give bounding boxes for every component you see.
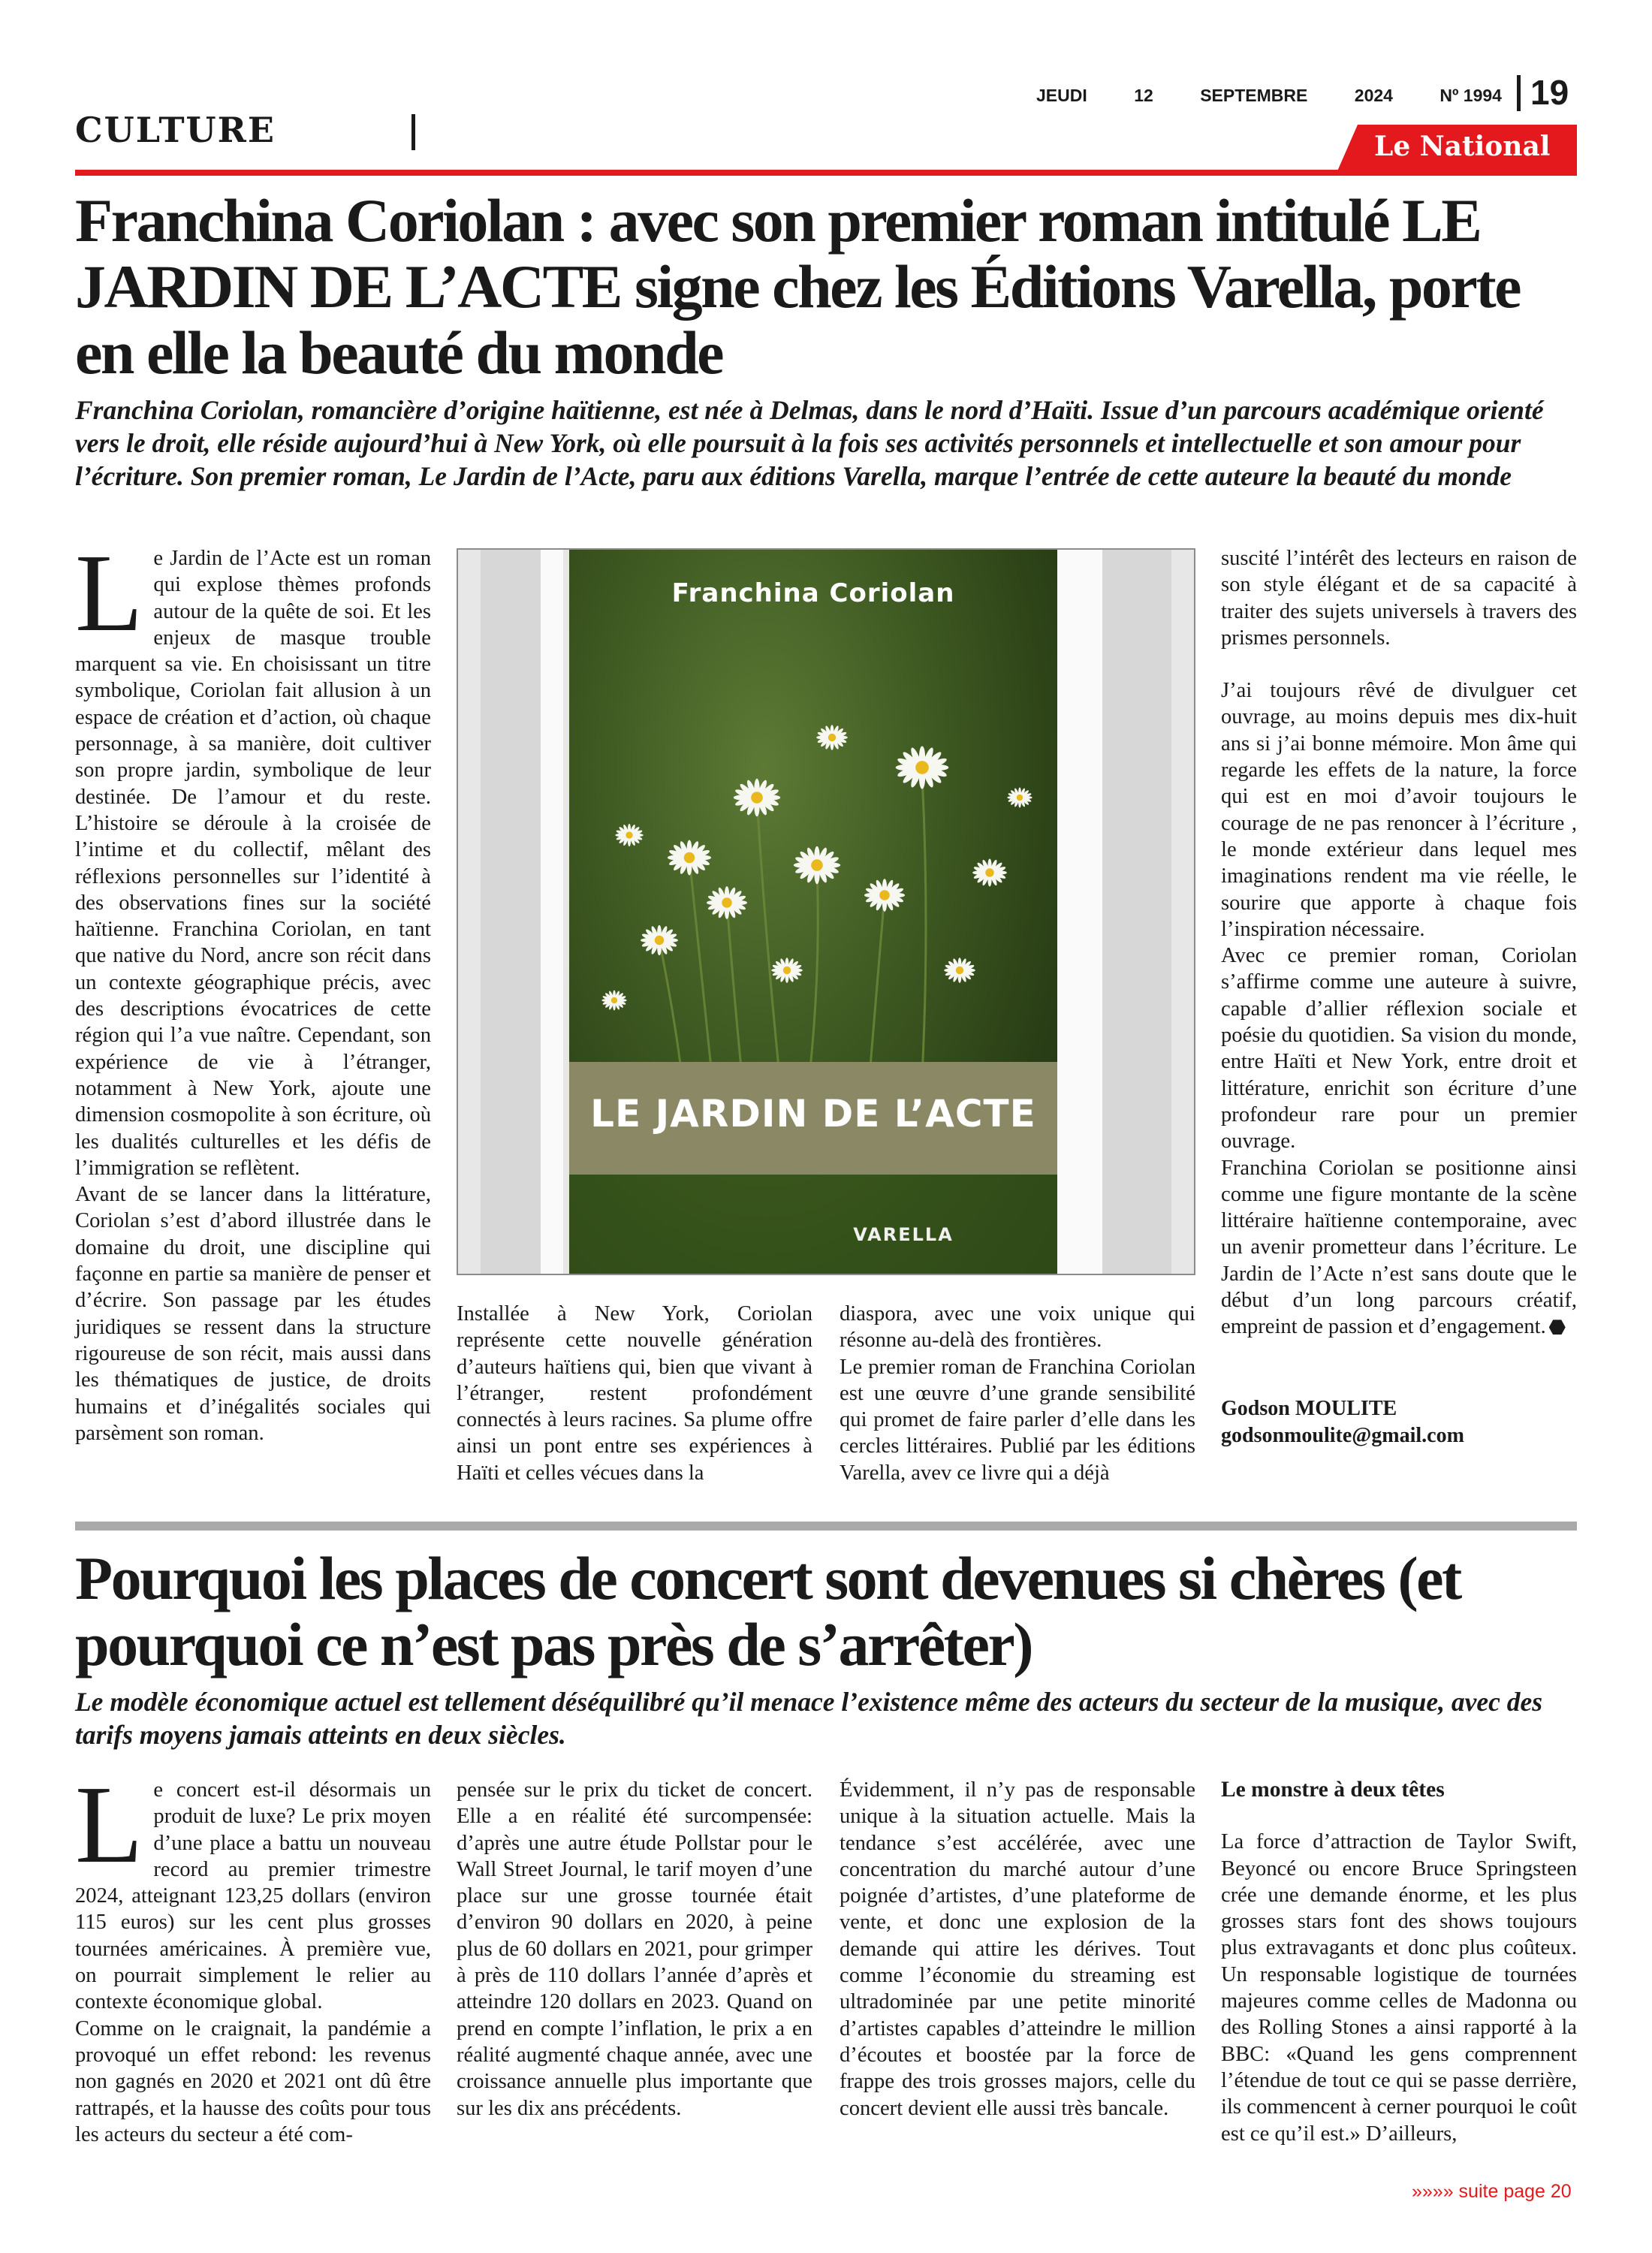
issue-number: Nº 1994	[1439, 86, 1502, 105]
daisy-flower	[864, 879, 905, 912]
daisy-flower	[944, 958, 975, 983]
cover-publisher: VARELLA	[853, 1224, 954, 1245]
daisy-flower	[896, 746, 949, 789]
daisy-flower	[972, 859, 1007, 887]
article-2-column-3	[840, 1777, 1195, 2122]
article-2-column-4	[1221, 1777, 1577, 2147]
daisy-flower	[615, 824, 643, 846]
drop-cap: L	[75, 532, 143, 655]
article-1-standfirst: Franchina Coriolan, romancière d’origine haïtienne, est née à Delmas, dans le nord d’Haïti. Issue d’un parcours académique orienté vers le droit, elle réside aujourd’hui à New York, où elle poursuit à la fois ses activités personnels et intellectuelle et son amour pour l’écriture. Son premier roman, Le Jardin de l’Acte, paru aux éditions Varella, marque l’entrée de cette auteure la beauté du monde	[75, 395, 1544, 491]
brand-name: Le National	[1374, 131, 1551, 162]
paragraph: suscité l’intérêt des lecteurs en raison de son style élégant et de sa capacité à traiter des sujets universels à travers des prismes personnels.	[1221, 547, 1577, 650]
book-cover-image	[569, 550, 1057, 1274]
date-number: 12	[1134, 86, 1153, 105]
page-number: 19	[1530, 73, 1569, 112]
paragraph: e concert est-il désormais un produit de luxe? Le prix moyen d’une place a battu un nouveau record au premier trimestre 2024, atteignant 123,25 dollars (environ 115 euros) sur les cent plus grosses tournées américaines. À première vue, on pourrait simplement le relier au contexte économique global.	[75, 1778, 431, 2014]
date-line	[1036, 86, 1502, 106]
daisy-flower	[816, 725, 848, 750]
article-1-column-3	[840, 1301, 1195, 1486]
daisy-flower	[1007, 788, 1032, 808]
cover-page-edge-right	[1057, 550, 1102, 1274]
article-1-column-4	[1221, 545, 1577, 1341]
daisy-flower	[734, 779, 780, 816]
byline-email[interactable]: godsonmoulite@gmail.com	[1221, 1424, 1464, 1447]
article-2-standfirst: Le modèle économique actuel est tellement déséquilibré qu’il menace l’existence même des acteurs du secteur de la musique, avec des tarifs moyens jamais atteints en deux siècles.	[75, 1687, 1543, 1750]
paragraph: Avant de se lancer dans la littérature, Coriolan s’est d’abord illustrée dans le domaine du droit, une discipline qui façonne en partie sa manière de penser et d’écrire. Son passage par les études juridiques se ressent dans la structure rigoureuse de son récit, mais aussi dans les thématiques de justice, de droits humains et d’inégalités sociales qui parsèment son roman.	[75, 1183, 431, 1445]
daisy-flower	[771, 958, 803, 983]
date-month: SEPTEMBRE	[1200, 86, 1308, 105]
daisy-flower	[601, 991, 626, 1011]
daisy-flower	[641, 925, 678, 955]
paragraph: Le premier roman de Franchina Coriolan est une œuvre d’une grande sensibilité qui promet de faire parler d’elle dans les cercles littéraires. Publié par les éditions Varella, avev ce livre qui a déjà	[840, 1355, 1195, 1485]
date-day: JEUDI	[1036, 86, 1087, 105]
section-divider	[411, 114, 415, 150]
paragraph: Avec ce premier roman, Coriolan s’affirme comme une auteure à suivre, capable d’allier réflexion sociale et poésie du quotidien. Sa vision du monde, entre Haïti et New York, entre droit et littérature, enrichit son écriture d’une profondeur rare pour un premier ouvrage.	[1221, 944, 1577, 1154]
paragraph: pensée sur le prix du ticket de concert. Elle a en réalité été surcompensée: d’après une autre étude Pollstar pour le Wall Street Journal, le tarif moyen d’une place sur une grosse tournée était d’environ 90 dollars en 2020, à peine plus de 60 dollars en 2021, pour grimper à près de 110 dollars l’année d’après et atteindre 120 dollars en 2023. Quand on prend en compte l’inflation, le prix a en réalité augmenté chaque année, avec une croissance annuelle plus importante que sur les dix ans précédents.	[457, 1778, 812, 2120]
article-1-column-2	[457, 1301, 812, 1486]
byline-author: Godson MOULITE	[1221, 1397, 1397, 1420]
paragraph: Installée à New York, Coriolan représente cette nouvelle génération d’auteurs haïtiens qui, bien que vivant à l’étranger, restent profondément connectés à leurs racines. Sa plume offre ainsi un pont entre ses expériences à Haïti et celles vécues dans la	[457, 1302, 812, 1485]
daisy-flower	[707, 886, 747, 919]
paragraph: e Jardin de l’Acte est un roman qui explose thèmes profonds autour de la quête de soi. Et les enjeux de masque trouble marquent sa vie. En choisissant un titre symbolique, Coriolan fait allusion à un espace de création et d’action, où chaque personnage, à sa manière, doit cultiver son propre jardin, symbolique de leur destinée. De l’amour et du reste. L’histoire se déroule à la croisée de l’intime et du collectif, mêlant des réflexions personnelles sur l’identité à des observations fines sur la société haïtienne. Franchina Coriolan, en tant que native du Nord, ancre son récit dans un contexte géographique précis, avec des descriptions évocatrices de cette région qui l’a vue naître. Cependant, son expérience de vie à l’étranger, notamment à New York, ajoute une dimension cosmopolite à son écriture, où les dualités culturelles et les défis de l’immigration se reflètent.	[75, 547, 431, 1180]
paragraph: La force d’attraction de Taylor Swift, Beyoncé ou encore Bruce Springsteen crée une demande énorme, et les plus grosses stars font des shows toujours plus extravagants et donc plus coûteux. Un responsable logistique de tournées majeures comme celles de Madonna ou des Rolling Stones a ainsi rapporté à la BBC: «Quand les gens comprennent l’étendue de tout ce qui se passe derrière, ils commencent à cerner pourquoi le coût est ce qu’il est.» D’ailleurs,	[1221, 1830, 1577, 2146]
paragraph: diaspora, avec une voix unique qui résonne au-delà des frontières.	[840, 1302, 1195, 1353]
daisy-flower	[668, 840, 711, 875]
cover-title: LE JARDIN DE L’ACTE	[590, 1092, 1036, 1136]
cover-author: Franchina Coriolan	[671, 578, 955, 608]
article-1-headline: Franchina Coriolan : avec son premier roman intitulé LE JARDIN DE L’ACTE signe chez les Éditions Varella, porte en elle la beauté du monde	[75, 186, 1521, 387]
article-2-column-1	[75, 1763, 431, 2148]
subheading: Le monstre à deux têtes	[1221, 1778, 1445, 1802]
paragraph: Franchina Coriolan se positionne ainsi comme une figure montante de la scène littéraire haïtienne contemporaine, avec un avenir prometteur dans l’écriture. Le Jardin de l’Acte n’est sans doute que le début d’un long parcours créatif, empreint de passion et d’engagement.	[1221, 1156, 1577, 1339]
paragraph: Comme on le craignait, la pandémie a provoqué un effet rebond: les revenus non gagnés en 2020 et 2021 ont dû être rattrapés, et la hausse des coûts pour tous les acteurs du secteur a été com-	[75, 2016, 431, 2146]
header-rule	[75, 170, 1577, 176]
paragraph: Évidemment, il n’y pas de responsable unique à la situation actuelle. Mais la tendance s’est accélérée, avec une concentration du marché autour d’une poignée d’artistes, d’une plateforme de vente, et donc une explosion de la demande qui attire les dérives. Tout comme l’économie du streaming est ultradominée par une petite minorité d’artistes capables d’atteindre le million d’écoutes et boostée par la force de frappe des trois grosses majors, celle du concert devient elle aussi très bancale.	[840, 1778, 1195, 2120]
article-2-column-2	[457, 1777, 812, 2122]
drop-cap: L	[75, 1763, 143, 1887]
article-separator	[75, 1522, 1577, 1531]
cover-shadow-right	[1098, 550, 1171, 1274]
date-year: 2024	[1354, 86, 1393, 105]
page-number-divider	[1517, 75, 1521, 111]
paragraph: J’ai toujours rêvé de divulguer cet ouvrage, au moins depuis mes dix-huit ans si j’ai bonne mémoire. Mon âme qui regarde les effets de la nature, la force qui est en moi d’avoir toujours le courage de ne pas renoncer à l’écriture , le monde extérieur dans lequel mes imaginations rendent ma vie réelle, le sourire que apporte à chaque fois l’inspiration nécessaire.	[1221, 679, 1577, 941]
article-2-headline: Pourquoi les places de concert sont devenues si chères (et pourquoi ce n’est pas près de s’arrêter)	[75, 1544, 1461, 1678]
end-mark-icon	[1549, 1320, 1566, 1335]
section-label: CULTURE	[75, 110, 276, 150]
continued-on-link[interactable]: »»»» suite page 20	[1412, 2181, 1572, 2202]
cover-page-edge-left	[541, 550, 563, 1274]
daisy-flower	[794, 846, 840, 884]
article-1-column-1	[75, 532, 431, 1446]
